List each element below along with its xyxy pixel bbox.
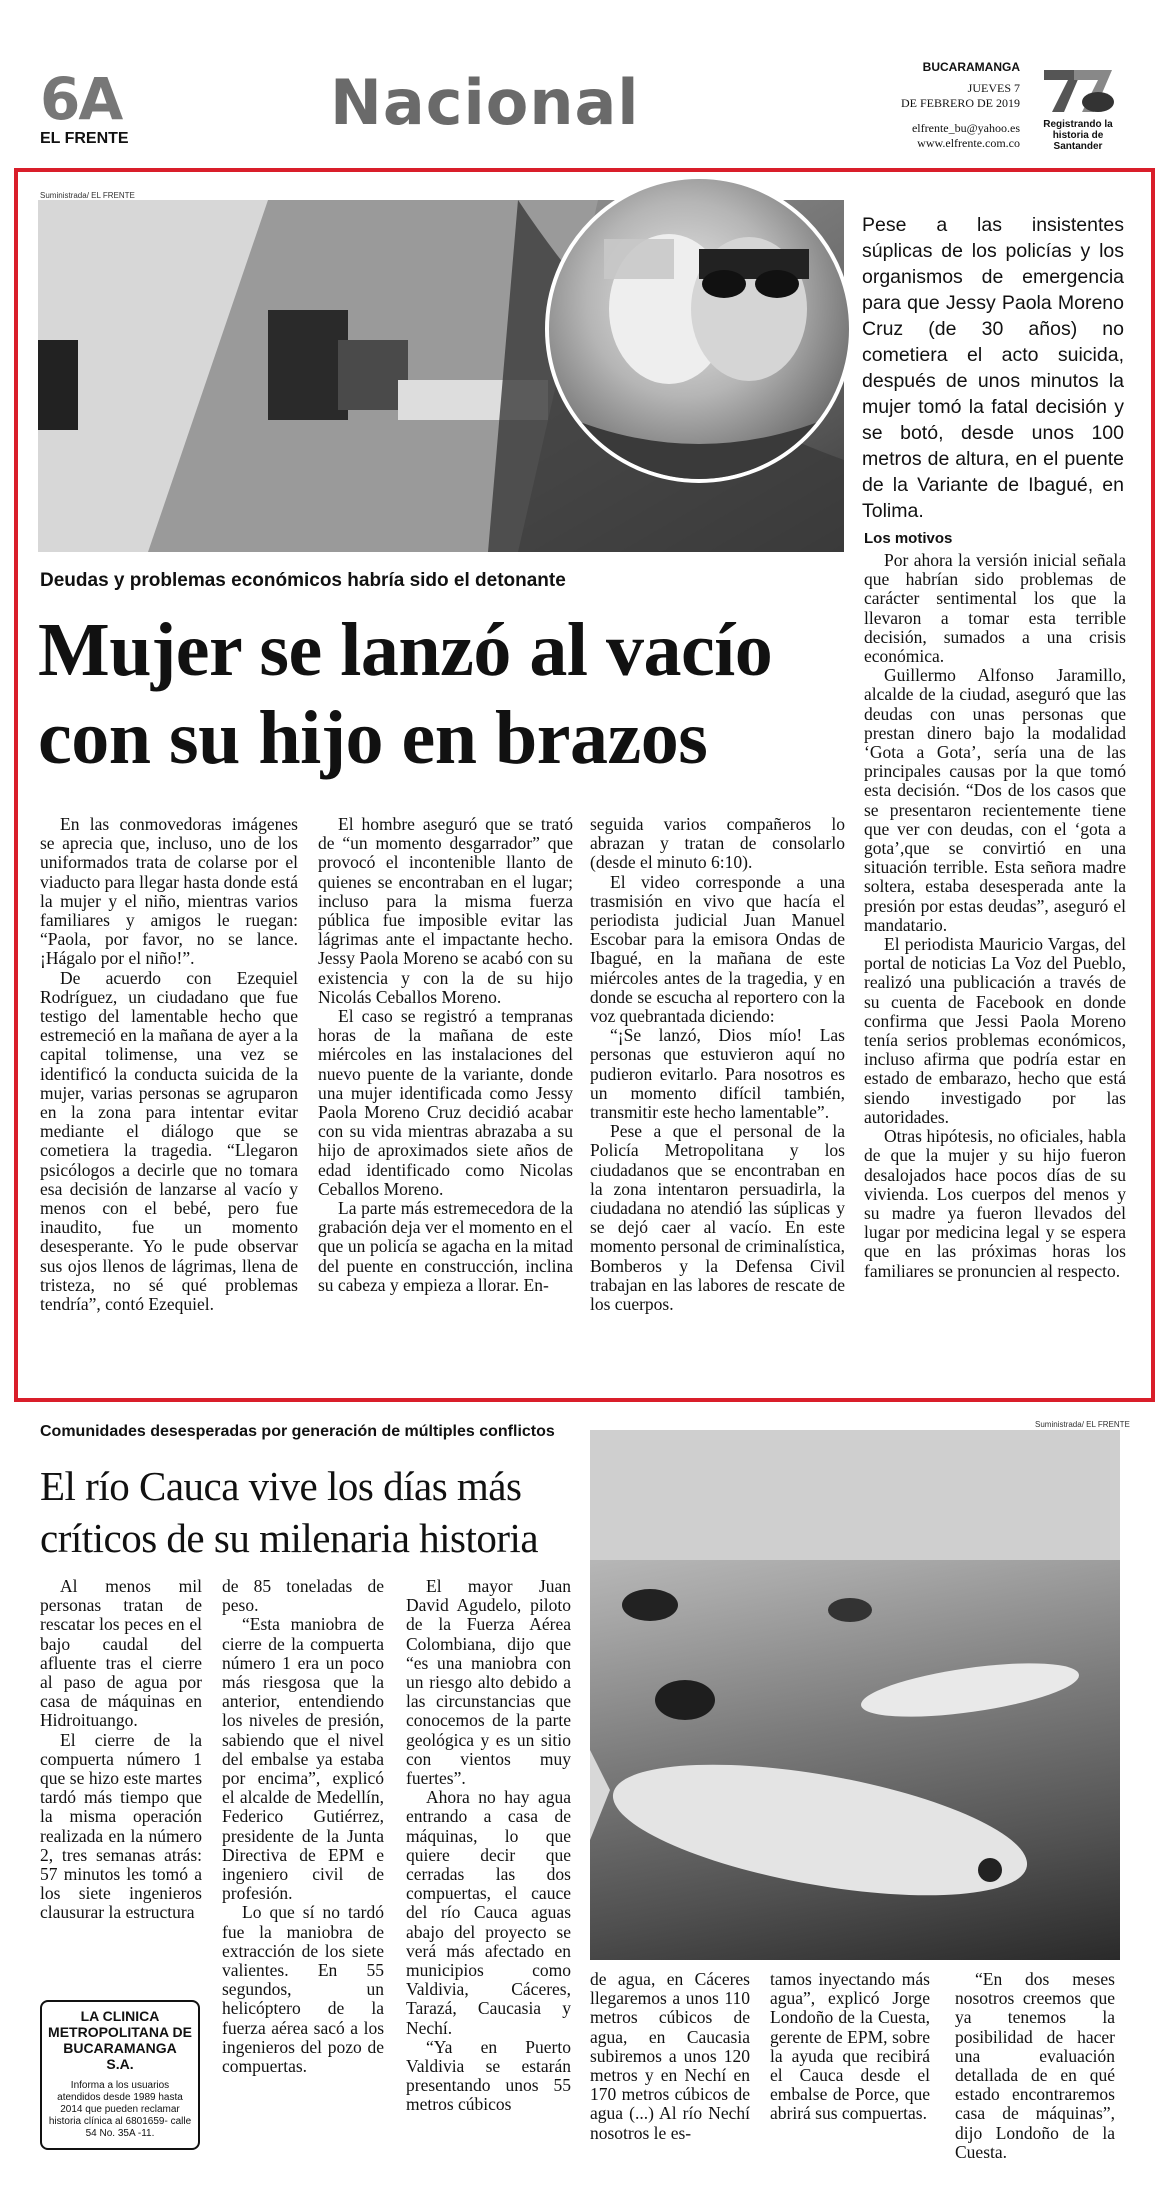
ad-title: LA CLINICA METROPOLITANA DE BUCARAMANGA S.A. bbox=[48, 2008, 192, 2072]
story2-headline-line2: críticos de su milenaria historia bbox=[40, 1515, 539, 1561]
portrait-inset-photo bbox=[545, 175, 853, 483]
story1-col4-paragraph: El periodista Mauricio Vargas, del portal de noticias La Voz del Pueblo, realizó una publicación a través de su cuenta de Facebook en donde confirma que Jessi Paola Moreno tenía serios problemas económicos, incluso afirma que podría estar en estado de embarazo, hecho que está siendo investigado por las autoridades. bbox=[864, 934, 1126, 1127]
masthead-date-line1: JUEVES 7 bbox=[967, 81, 1020, 95]
story1-headline bbox=[38, 606, 772, 782]
story1-col3-quote: “¡Se lanzó, Dios mío! Las personas que estuvieron aquí no pudieron evitarlo. Para nosotros es un momento difícil también, transmitir este hecho lamentable”. bbox=[590, 1025, 845, 1123]
story1-photo-credit: Suministrada/ EL FRENTE bbox=[40, 191, 135, 200]
story1-col2-paragraph: La parte más estremecedora de la grabación deja ver el momento en el que un policía se agacha en la mitad del puente en construcción, inclina su cabeza y empieza a llorar. En- bbox=[318, 1198, 573, 1295]
newspaper-logo bbox=[1038, 62, 1118, 157]
story2-col2-paragraph: Lo que sí no tardó fue la maniobra de extracción de los siete valientes. En 55 segundos, un helicóptero de la fuerza aérea sacó a los ingenieros del pozo de compuertas. bbox=[222, 1902, 384, 2077]
story2-column-1 bbox=[40, 1577, 202, 1923]
story1-kicker: Deudas y problemas económicos habría sido el detonante bbox=[40, 570, 566, 591]
logo-badge-icon bbox=[1038, 62, 1118, 117]
story2-photo-credit: Suministrada/ EL FRENTE bbox=[1035, 1420, 1130, 1429]
story1-subhead: Los motivos bbox=[864, 530, 953, 547]
story2-column-6 bbox=[955, 1970, 1115, 2162]
logo-tagline: Registrando la historia de Santander bbox=[1043, 119, 1113, 152]
story2-col1-paragraph: El cierre de la compuerta número 1 que se hizo este martes tardó más tiempo que la misma operación realizada en la número 2, tres semanas atrás: 57 minutos les tomó a los siete ingenieros clausurar la estructura bbox=[40, 1729, 202, 1923]
masthead-city: BUCARAMANGA bbox=[922, 60, 1020, 74]
story2-col3-paragraph: “Ya en Puerto Valdivia se estarán presentando unos 55 metros cúbicos bbox=[406, 2036, 571, 2115]
dead-fish-photo bbox=[590, 1430, 1120, 1960]
clinic-advertisement bbox=[40, 2000, 200, 2150]
story1-headline-line1: Mujer se lanzó al vacío bbox=[38, 608, 773, 692]
ad-body: Informa a los usuarios atendidos desde 1989 hasta 2014 que pueden reclamar historia clínica al 6801659- calle 54 No. 35A -11. bbox=[48, 2080, 192, 2139]
story2-kicker: Comunidades desesperadas por generación de múltiples conflictos bbox=[40, 1423, 555, 1440]
story1-column-4 bbox=[864, 551, 1126, 1281]
story1-column-2 bbox=[318, 815, 573, 1295]
story1-col4-paragraph: Por ahora la versión inicial señala que habrían sido problemas de carácter sentimental los que la llevaron a tomar esta terrible decisión, sumados a una crisis económica. bbox=[864, 550, 1126, 667]
story1-col1-paragraph: De acuerdo con Ezequiel Rodríguez, un ciudadano que fue testigo del lamentable hecho que estremeció en la mañana de ayer a la capital tolimense, una vez se identificó la conducta suicida de la mujer, varias personas se agruparon en la zona para intentar evitar mediante el diálogo que se cometiera la tragedia. “Llegaron psicólogos a decirle que no tomara esa decisión de lanzarse al vacío y menos con el bebé, pero fue inaudito, fue un momento desesperante. Yo le pude observar sus ojos llenos de lágrimas, llena de tristeza, no sé qué problemas tendría”, contó Ezequiel. bbox=[40, 967, 298, 1315]
story1-headline-line2: con su hijo en brazos bbox=[38, 696, 708, 780]
story2-column-2 bbox=[222, 1577, 384, 2076]
story2-col5-paragraph: tamos inyectando más agua”, explicó Jorge Londoño de la Cuesta, gerente de EPM, sobre la ayuda que recibirá el Cauca desde el embalse de Porce, que abrirá sus compuertas. bbox=[770, 1969, 930, 2124]
story2-headline-line1: El río Cauca vive los días más bbox=[40, 1463, 522, 1509]
section-title: Nacional bbox=[330, 66, 640, 139]
story1-col4-paragraph: Otras hipótesis, no oficiales, habla de que la mujer y su hijo fueron desalojados hace pocos días de su vivienda. Los cuerpos del menos y su madre ya fueron llevados del lugar por medicina legal y se espera que en las próximas horas los familiares se pronuncien al respecto. bbox=[864, 1126, 1126, 1281]
story2-column-4 bbox=[590, 1970, 750, 2143]
story2-col2-paragraph: “Esta maniobra de cierre de la compuerta número 1 era un poco más riesgosa que la anterior, entendiendo los niveles de presión, sabiendo que el nivel del embalse ya estaba por encima”, explicó el alcalde de Medellín, Federico Gutiérrez, presidente de la Junta Directiva de EPM e ingeniero civil de profesión. bbox=[222, 1614, 384, 1904]
masthead-info bbox=[880, 60, 1020, 151]
story2-column-3 bbox=[406, 1577, 571, 2115]
masthead-date-line2: DE FEBRERO DE 2019 bbox=[900, 96, 1020, 110]
publication-name: EL FRENTE bbox=[40, 130, 129, 147]
story1-col2-paragraph: El caso se registró a tempranas horas de la mañana de este miércoles en las instalaciones del nuevo puente de la variante, donde una mujer identificada como Jessy Paola Moreno Cruz decidió acabar con su vida mientras abrazaba a su hijo de aproximados siete años de edad identificado como Nicolas Ceballos Moreno. bbox=[318, 1006, 573, 1199]
masthead-email[interactable]: elfrente_bu@yahoo.es bbox=[911, 121, 1020, 135]
story1-column-3 bbox=[590, 815, 845, 1314]
story1-col3-paragraph: Pese a que el personal de la Policía Metropolitana y los ciudadanos que se encontraban en la zona intentaron persuadirla, la ciudadana no atendió las súplicas y se dejó caer al vacío. En este momento personal de criminalística, Bomberos y la Defensa Civil trabajan en las labores de rescate de los cuerpos. bbox=[590, 1121, 845, 1315]
story2-col2-paragraph: de 85 toneladas de peso. bbox=[222, 1576, 384, 1616]
masthead-website[interactable]: www.elfrente.com.co bbox=[917, 136, 1020, 150]
story1-col1-paragraph: En las conmovedoras imágenes se aprecia que, incluso, uno de los uniformados trata de colarse por el viaducto para llegar hasta donde está la mujer y el niño, mientras varios familiares y amigos le ruegan: “Paola, por favor, no se lance. ¡Hágalo por el niño!”. bbox=[40, 814, 299, 969]
story2-col1-paragraph: Al menos mil personas tratan de rescatar los peces en el bajo caudal del afluente tras el cierre al paso de agua por casa de máquinas en Hidroituango. bbox=[40, 1576, 202, 1731]
page-number: 6A bbox=[40, 65, 122, 133]
story2-column-5 bbox=[770, 1970, 930, 2124]
story1-lead: Pese a las insistentes súplicas de los policías y los organismos de emergencia para que Jessy Paola Moreno Cruz (de 30 años) no cometiera el acto suicida, después de unos minutos la mujer tomó la fatal decisión y se botó, desde unos 100 metros de altura, en el puente de la Variante de Ibagué, en Tolima. bbox=[862, 214, 1124, 522]
story1-col3-paragraph: El video corresponde a una trasmisión en vivo que hacía el periodista judicial Juan Manuel Escobar para la emisora Ondas de Ibagué, en la mañana de este miércoles antes de la tragedia, y en donde se escucha al reportero con la voz quebrantada diciendo: bbox=[590, 871, 845, 1027]
story1-column-1 bbox=[40, 815, 298, 1314]
story2-headline bbox=[40, 1460, 538, 1564]
story2-col3-paragraph: El mayor Juan David Agudelo, piloto de la Fuerza Aérea Colombiana, dijo que “es una maniobra con un riesgo alto debido a las circunstancias que conocemos de la parte geológica y es un sitio con vientos muy fuertes”. bbox=[406, 1576, 571, 1789]
story2-col3-paragraph: Ahora no hay agua entrando a casa de máquinas, lo que quiere decir que cerradas las dos compuertas, el cauce del río Cauca aguas abajo del proyecto se verá más afectado en municipios como Valdivia, Cáceres, Tarazá, Caucasia y Nechí. bbox=[406, 1787, 571, 2038]
story1-col2-paragraph: El hombre aseguró que se trató de “un momento desgarrador” que provocó el incontenible llanto de quienes se encontraban en el lugar; incluso para la misma fuerza pública fue imposible evitar las lágrimas ante el impactante hecho. Jessy Paola Moreno se acabó con su existencia y con la de su hijo Nicolás Ceballos Moreno. bbox=[318, 814, 573, 1007]
story1-col4-paragraph: Guillermo Alfonso Jaramillo, alcalde de la ciudad, aseguró que las deudas con unas personas que prestan dinero bajo la modalidad ‘Gota a Gota’, sería una de las principales causas por la que tomó esta decisión. “Dos de los casos que se presentaron recientemente tiene que ver con deudas, con el ‘gota a gota’,que se convirtió en una situación terrible. Esta señora madre soltera, estaba desesperada ante la presión por estas deudas”, aseguró el mandatario. bbox=[864, 665, 1126, 935]
story2-col6-paragraph: “En dos meses nosotros creemos que ya tenemos la posibilidad de hacer una evaluación detallada de en qué estado encontraremos casa de máquinas”, dijo Londoño de la Cuesta. bbox=[955, 1969, 1115, 2162]
story1-col3-paragraph: seguida varios compañeros lo abrazan y tratan de consolarlo (desde el minuto 6:10). bbox=[590, 814, 845, 873]
story2-col4-paragraph: de agua, en Cáceres llegaremos a unos 110 metros cúbicos de agua, en Caucasia subiremos a unos 120 metros y en Nechí en 170 metros cúbicos de agua (...) Al río Nechí nosotros le es- bbox=[590, 1969, 750, 2143]
